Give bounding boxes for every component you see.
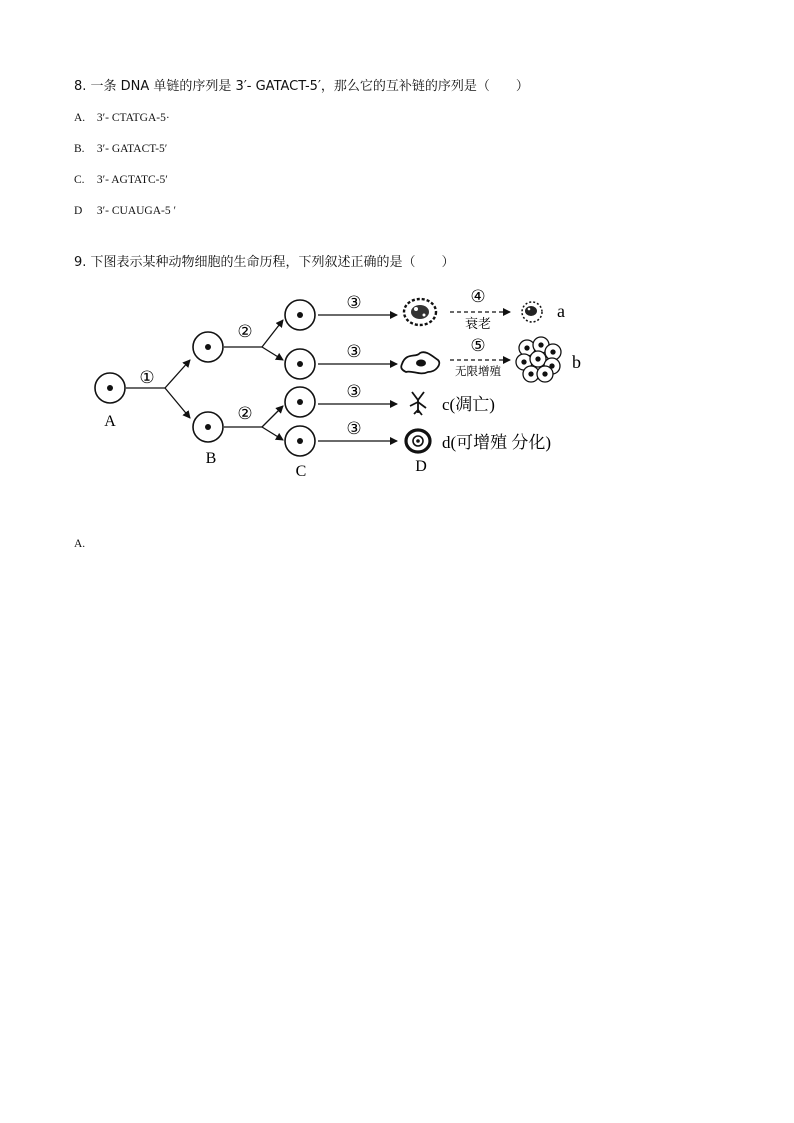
q8-option-b[interactable] [74, 143, 167, 155]
option-letter: C. [74, 174, 85, 186]
label-d: D [415, 458, 427, 475]
option-text: 3′- AGTATC-5′ [96, 174, 168, 186]
option-letter: D [74, 205, 83, 217]
cell-life-history-diagram [90, 280, 600, 480]
step-2-marker-upper: ② [237, 322, 253, 342]
aging-label: 衰老 [464, 317, 492, 332]
proliferating-cell-icon [406, 430, 430, 452]
q8-option-c[interactable] [74, 174, 168, 186]
arrow [262, 347, 283, 360]
cell-b [193, 412, 223, 442]
arrow-to-upper-cell [165, 360, 190, 388]
unlimited-proliferation-label: 无限增殖 [455, 364, 501, 378]
upper-middle-cell [193, 332, 223, 362]
step-3-marker: ③ [346, 419, 362, 439]
step-5-marker: ⑤ [470, 336, 486, 356]
transformed-cell-icon [401, 352, 439, 373]
cell-row-2 [285, 349, 315, 379]
arrow [262, 427, 283, 440]
arrow [262, 320, 283, 347]
cancer-cell-cluster-icon [516, 337, 561, 382]
q9-option-a[interactable]: A. [74, 538, 86, 550]
cell-a [95, 373, 125, 403]
label-b: B [205, 450, 217, 467]
output-a-label: a [557, 301, 565, 321]
step-3-marker: ③ [346, 342, 362, 362]
differentiated-cell-icon [404, 299, 436, 325]
cell-row-3 [285, 387, 315, 417]
q8-option-d[interactable] [74, 205, 176, 217]
output-d-label: d(可增殖 分化) [442, 433, 552, 452]
option-text: 3′- CTATGA-5· [96, 112, 170, 124]
q8-option-a[interactable] [74, 112, 170, 124]
output-b-label: b [572, 352, 581, 372]
arrow [262, 406, 283, 427]
step-3-marker: ③ [346, 293, 362, 313]
cell-row-4 [285, 426, 315, 456]
option-text: 3′- CUAUGA-5 ′ [96, 205, 177, 217]
question-9-stem: 9. 下图表示某种动物细胞的生命历程，下列叙述正确的是（ ） [74, 255, 455, 270]
apoptotic-cell-icon [410, 392, 426, 415]
label-c: C [295, 463, 307, 480]
step-2-marker-lower: ② [237, 404, 253, 424]
question-8-stem: 8. 一条 DNA 单链的序列是 3′- GATACT-5′，那么它的互补链的序列是（ ） [74, 79, 529, 94]
step-4-marker: ④ [470, 287, 486, 307]
option-letter: A. [74, 112, 86, 124]
step-1-marker: ① [139, 368, 155, 388]
step-3-marker: ③ [346, 382, 362, 402]
cell-row-1 [285, 300, 315, 330]
option-text: 3′- GATACT-5′ [96, 143, 168, 155]
label-a: A [104, 413, 116, 430]
output-c-label: c(凋亡) [442, 395, 495, 414]
aging-cell-icon [522, 302, 542, 322]
option-letter: B. [74, 143, 85, 155]
arrow-to-cell-b [165, 388, 190, 418]
